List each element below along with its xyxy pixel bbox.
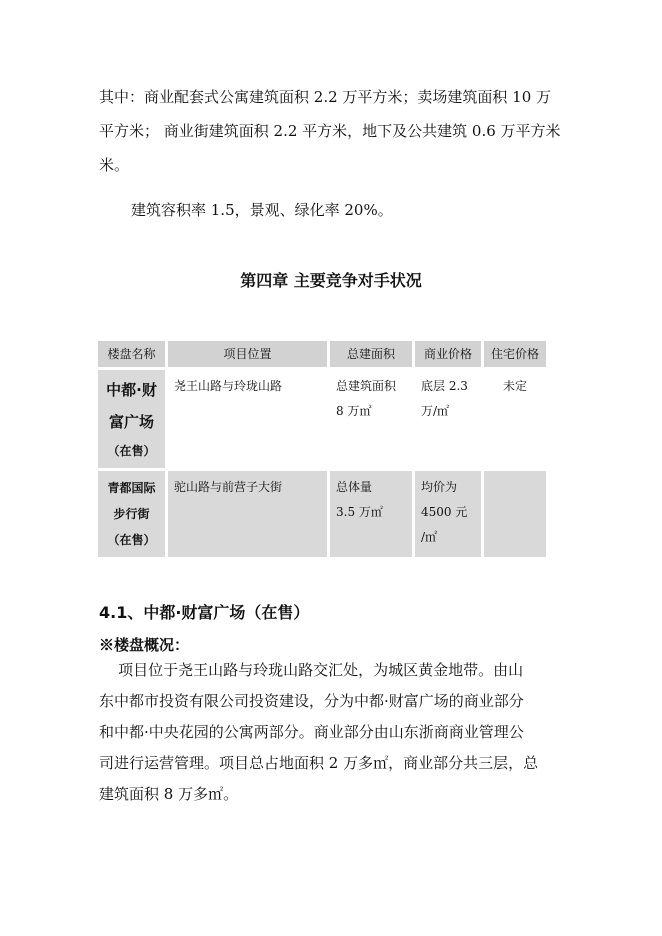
header-commercial-price: 商业价格	[415, 341, 481, 367]
sale-status: （在售）	[107, 444, 156, 458]
intro-paragraph	[99, 80, 561, 182]
intro-line: 米。	[99, 156, 130, 174]
location-cell: 驼山路与前营子大街	[168, 471, 327, 557]
competitor-table	[95, 338, 549, 560]
header-residential-price: 住宅价格	[484, 341, 546, 367]
overview-line: 东中都市投资有限公司投资建设，分为中都·财富广场的商业部分	[99, 692, 524, 710]
table-row	[98, 471, 546, 557]
header-location: 项目位置	[168, 341, 327, 367]
area-cell: 总建筑面积 8 万㎡	[330, 370, 412, 468]
location-cell: 尧王山路与玲珑山路	[168, 370, 327, 468]
project-name: 步行街	[113, 507, 150, 521]
header-area: 总建面积	[330, 341, 412, 367]
section-heading: 4.1、中都·财富广场（在售）	[99, 603, 310, 622]
table-row	[98, 370, 546, 468]
intro-line: 其中：商业配套式公寓建筑面积 2.2 万平方米；卖场建筑面积 10 万	[99, 88, 552, 106]
commercial-price-cell: 均价为 4500 元 /㎡	[415, 471, 481, 557]
residential-price-cell: 未定	[484, 370, 546, 468]
commercial-price-cell: 底层 2.3 万/㎡	[415, 370, 481, 468]
overview-line: 建筑面积 8 万多㎡。	[99, 785, 239, 803]
table-header-row	[98, 341, 546, 367]
overview-line: 和中都·中央花园的公寓两部分。商业部分由山东浙商商业管理公	[99, 723, 524, 741]
project-name: 青都国际	[107, 481, 156, 495]
intro-line: 平方米； 商业街建筑面积 2.2 平方米，地下及公共建筑 0.6 万平方米	[99, 122, 561, 140]
residential-price-cell	[484, 471, 546, 557]
ratio-text: 建筑容积率 1.5，景观、绿化率 20%。	[131, 201, 393, 219]
project-name: 富广场	[108, 413, 154, 431]
project-name-cell	[98, 370, 165, 468]
chapter-title: 第四章 主要竞争对手状况	[240, 271, 422, 290]
overview-paragraph	[99, 655, 559, 810]
project-name-cell	[98, 471, 165, 557]
overview-line: 司进行运营管理。项目总占地面积 2 万多㎡，商业部分共三层，总	[99, 754, 539, 772]
sale-status: （在售）	[107, 533, 156, 547]
header-name: 楼盘名称	[98, 341, 165, 367]
area-cell: 总体量 3.5 万㎡	[330, 471, 412, 557]
project-name: 中都·财	[106, 381, 157, 399]
overview-line: 项目位于尧王山路与玲珑山路交汇处，为城区黄金地带。由山	[99, 661, 524, 679]
overview-heading: ※楼盘概况：	[99, 636, 190, 654]
